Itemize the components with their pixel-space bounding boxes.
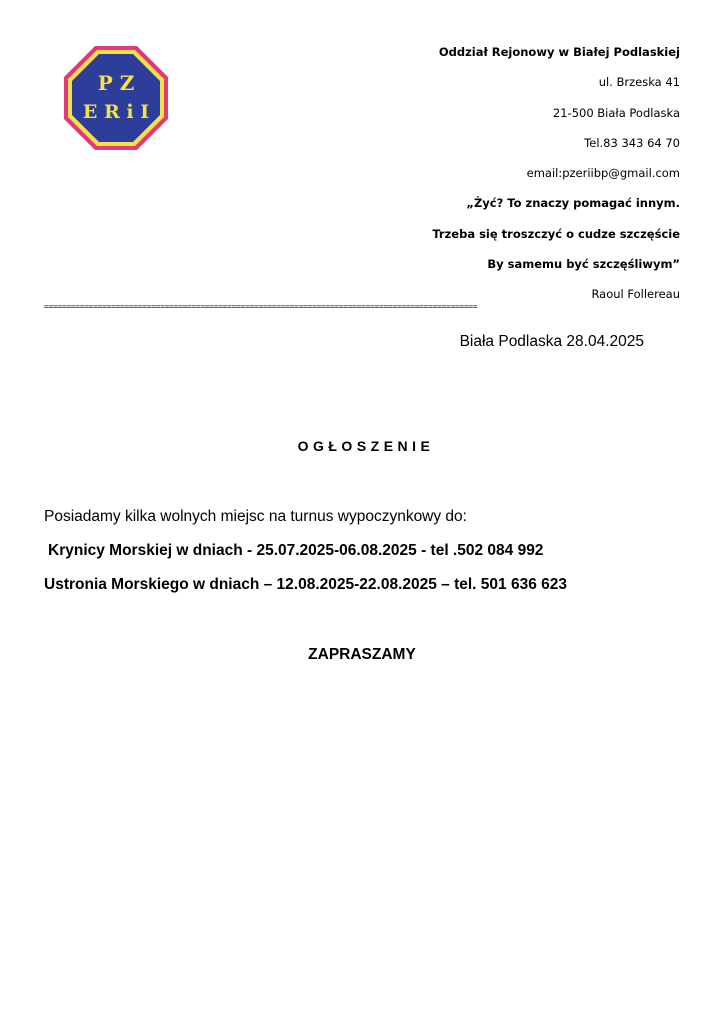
- logo-text-line1: P Z: [97, 71, 135, 95]
- organization-name: Oddział Rejonowy w Białej Podlaskiej: [438, 45, 680, 59]
- organization-logo: [62, 44, 170, 152]
- email-address: email:pzeriibp@gmail.com: [526, 166, 680, 181]
- invitation-text: ZAPRASZAMY: [308, 646, 416, 663]
- phone-number: Tel.83 343 64 70: [584, 135, 680, 150]
- quote-line-3: By samemu być szczęśliwym”: [487, 257, 680, 272]
- place-and-date: Biała Podlaska 28.04.2025: [459, 333, 644, 350]
- offer-krynica: Krynicy Morskiej w dniach - 25.07.2025-06.08.2025 - tel .502 084 992: [48, 542, 544, 559]
- intro-text: Posiadamy kilka wolnych miejsc na turnus wypoczynkowy do:: [44, 508, 467, 525]
- quote-line-1: „Żyć? To znaczy pomagać innym.: [466, 196, 680, 211]
- octagon-logo-icon: [62, 44, 170, 152]
- quote-line-2: Trzeba się troszczyć o cudze szczęście: [432, 226, 680, 241]
- quote-author: Raoul Follereau: [591, 287, 680, 302]
- offer-ustronie: Ustronia Morskiego w dniach – 12.08.2025-22.08.2025 – tel. 501 636 623: [44, 576, 567, 593]
- postal-city: 21-500 Biała Podlaska: [552, 105, 680, 120]
- logo-text-line2: E R i I: [82, 101, 150, 123]
- announcement-title: OGŁOSZENIE: [297, 438, 435, 454]
- street-address: ul. Brzeska 41: [598, 75, 680, 90]
- letterhead: [280, 44, 680, 317]
- separator-line: =================================================================================================: [44, 302, 478, 311]
